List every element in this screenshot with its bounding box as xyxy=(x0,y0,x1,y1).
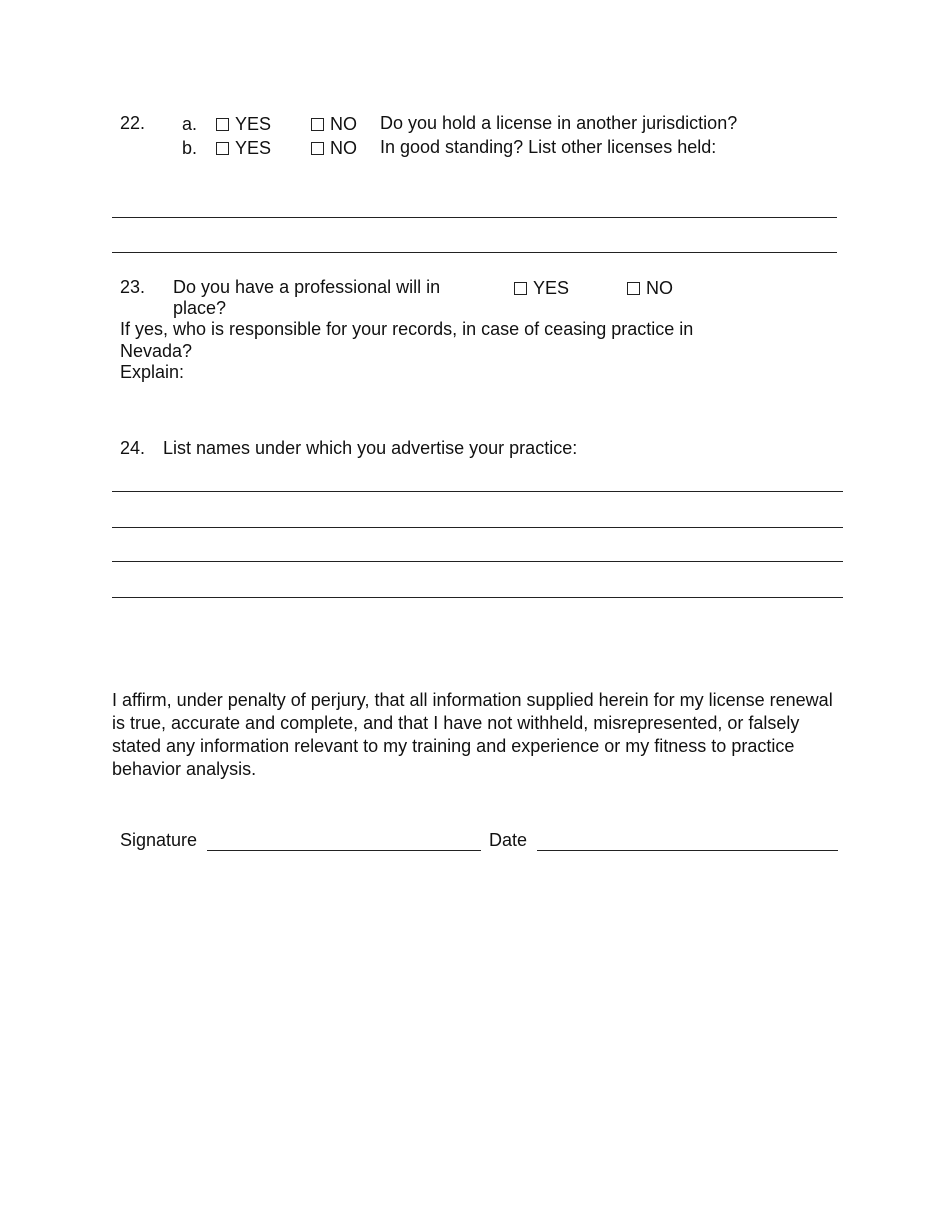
q23-yes-option[interactable] xyxy=(514,278,569,299)
q22a-yes-label: YES xyxy=(235,114,272,134)
q22b-question: In good standing? List other licenses held: xyxy=(380,137,717,157)
q23-followup-line2: Nevada? xyxy=(120,341,193,361)
date-label: Date xyxy=(489,830,528,850)
q22-answer-line-1[interactable] xyxy=(112,217,837,218)
q22b-no-label: NO xyxy=(330,138,357,158)
q23-question-line2: place? xyxy=(173,298,227,318)
affirmation-paragraph: I affirm, under penalty of perjury, that all information supplied herein for my license renewal is true, accurate and complete, and that I have not withheld, misrepresented, or falsely stated any information relevant to my training and experience or my fitness to practice behavior analysis. xyxy=(112,690,833,779)
q22a-no-label: NO xyxy=(330,114,357,134)
date-line[interactable] xyxy=(537,850,838,851)
q22-answer-line-2[interactable] xyxy=(112,252,837,253)
q23-yes-checkbox[interactable] xyxy=(514,282,527,295)
q22b-yes-option[interactable] xyxy=(216,138,271,159)
q23-no-checkbox[interactable] xyxy=(627,282,640,295)
q22a-yes-checkbox[interactable] xyxy=(216,118,229,131)
q24-answer-line-2[interactable] xyxy=(112,527,843,528)
q22a-yes-option[interactable] xyxy=(216,114,271,135)
q22b-yes-label: YES xyxy=(235,138,272,158)
q22-number: 22. xyxy=(120,113,146,133)
q23-explain-label: Explain: xyxy=(120,362,185,382)
q22a-no-option[interactable] xyxy=(311,114,357,135)
q24-question: List names under which you advertise your practice: xyxy=(163,438,578,458)
q24-answer-line-3[interactable] xyxy=(112,561,843,562)
q22b-no-checkbox[interactable] xyxy=(311,142,324,155)
q22a-no-checkbox[interactable] xyxy=(311,118,324,131)
q23-number: 23. xyxy=(120,277,146,297)
q23-question-line1: Do you have a professional will in xyxy=(173,277,441,297)
q22a-question: Do you hold a license in another jurisdiction? xyxy=(380,113,738,133)
q24-number: 24. xyxy=(120,438,146,458)
q24-answer-line-1[interactable] xyxy=(112,491,843,492)
q22b-yes-checkbox[interactable] xyxy=(216,142,229,155)
signature-line[interactable] xyxy=(207,850,481,851)
q23-no-label: NO xyxy=(646,278,673,298)
signature-label: Signature xyxy=(120,830,198,850)
q23-followup-line1: If yes, who is responsible for your records, in case of ceasing practice in xyxy=(120,319,694,339)
q23-yes-label: YES xyxy=(533,278,570,298)
q22b-no-option[interactable] xyxy=(311,138,357,159)
q22a-letter: a. xyxy=(182,114,198,134)
q22b-letter: b. xyxy=(182,138,198,158)
q23-no-option[interactable] xyxy=(627,278,673,299)
q24-answer-line-4[interactable] xyxy=(112,597,843,598)
